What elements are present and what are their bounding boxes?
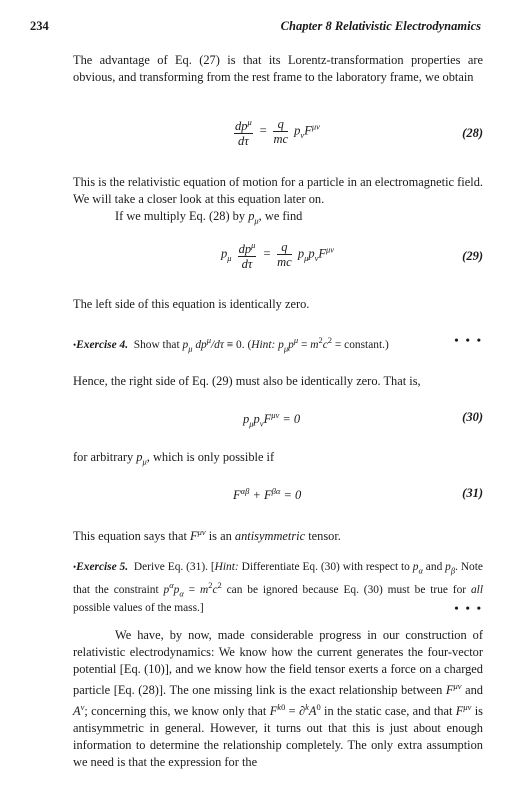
paragraph-4: The left side of this equation is identically zero. xyxy=(73,297,310,311)
exercise-4-end-dots: • • • xyxy=(454,333,483,347)
paragraph-8: We have, by now, made considerable progress in our construction of relativistic electrodynamics: We know how the current generates the four-vector potential [Eq. (10)], and we know how the field tensor exerts a force on a charged particle [Eq. (28)]. The one missing link is the exact relationship between $F^{\mu\nu}$ and $A^\nu$; concerning this, we know only that $F^{k0} = \partial^kA^0$ in the static case, and that $F^{\mu\nu}$ is antisymmetric in general. However, it turns out that this is just about enough information to determine the relationship completely. The only extra assumption we need is that the expression for the xyxy=(73,628,483,770)
paragraph-6: for arbitrary $p_\mu$, which is only possible if xyxy=(73,450,275,467)
equation-30-tag: (30) xyxy=(462,410,483,424)
paragraph-5: Hence, the right side of Eq. (29) must also be identically zero. That is, xyxy=(73,374,421,388)
page-number: 234 xyxy=(30,19,49,33)
paragraph-7: This equation says that $F^{\mu\nu}$ is an antisymmetric tensor. xyxy=(73,527,341,544)
running-header xyxy=(30,19,481,35)
equation-28-tag: (28) xyxy=(462,126,483,140)
equation-30: $p_\mu p_\nu F^{\mu\nu} = 0$ (30) xyxy=(243,410,483,429)
paragraph-3: If we multiply Eq. (28) by $p_\mu$, we find xyxy=(115,209,303,226)
equation-28: $\frac{dp^\mu}{d\tau}$ = $\frac{q}{mc}$ $p_\nu F^{\mu\nu}$ (28) xyxy=(235,117,483,149)
equation-29-tag: (29) xyxy=(462,249,483,263)
exercise-5: •Exercise 5. Derive Eq. (31). [Hint: Differentiate Eq. (30) with respect to $p_\alpha$ and $p_\beta$. Note that the constraint $p^\alpha p_\alpha = m^2c^2$ can be ignored because Eq. (30) must be true for all possible values of the mass.] • • • xyxy=(73,561,483,616)
paragraph-2: This is the relativistic equation of motion for a particle in an electromagnetic field. We will take a closer look at this equation later on. xyxy=(73,175,483,206)
chapter-title: Chapter 8 Relativistic Electrodynamics xyxy=(280,19,481,33)
exercise-5-end-dots: • • • xyxy=(454,601,483,616)
equation-31-tag: (31) xyxy=(462,486,483,500)
equation-29: $p_\mu$ $\frac{dp^\mu}{d\tau}$ = $\frac{q}{mc}$ $p_\mu p_\nu F^{\mu\nu}$ (29) xyxy=(221,240,483,272)
equation-31: $F^{\alpha\beta} + F^{\beta\alpha} = 0$ (31) xyxy=(233,486,483,503)
exercise-4: •Exercise 4. Show that $p_\mu$ $dp^\mu/d\tau \equiv 0$. (Hint: $p_\mu p^\mu = m^2c^2$ = constant.) • • • xyxy=(73,333,483,354)
paragraph-1: The advantage of Eq. (27) is that its Lorentz-transformation properties are obvious, and transforming from the rest frame to the laboratory frame, we obtain xyxy=(73,53,483,84)
